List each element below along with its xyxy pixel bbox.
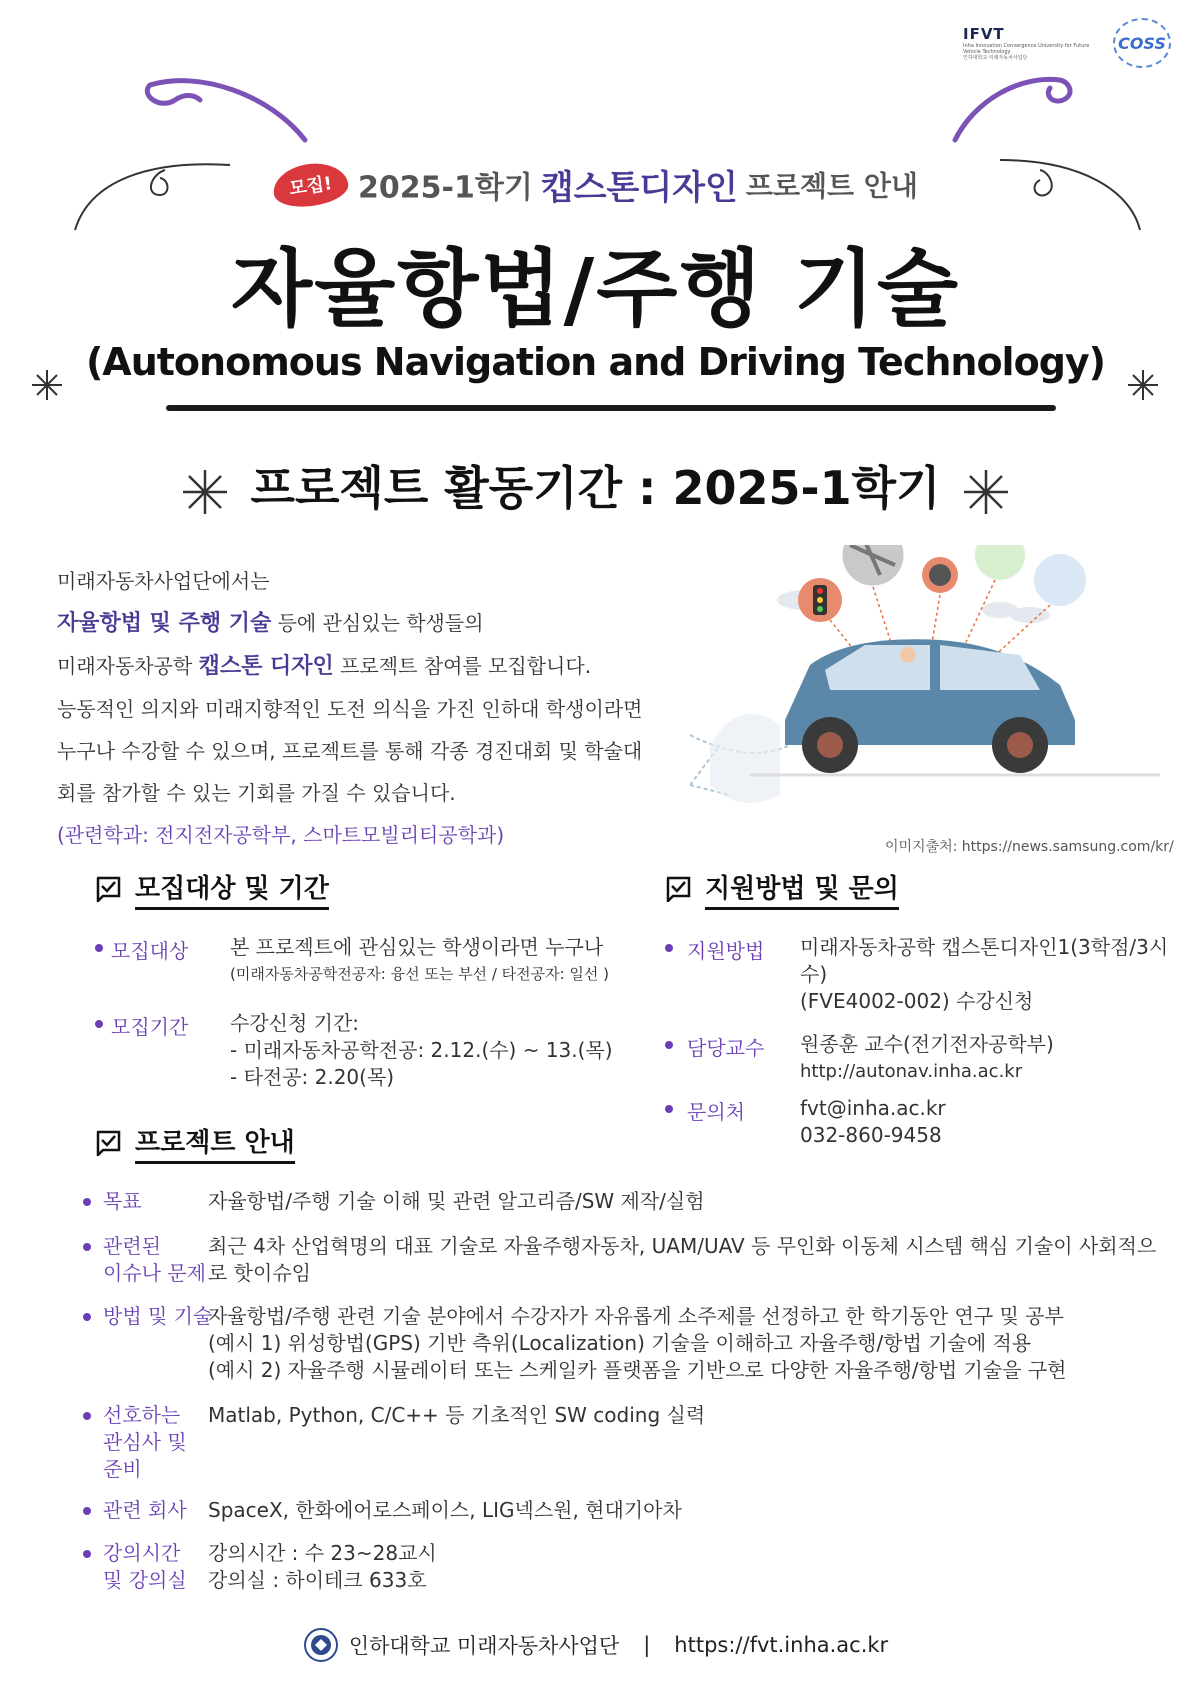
project-item — [95, 1402, 1156, 1483]
ifvt-logo — [963, 25, 1103, 61]
intro-text: 미래자동차공학 — [57, 654, 199, 678]
bullet — [665, 1105, 673, 1113]
bullet — [95, 1020, 103, 1028]
project-item-label: 방법 및 기술 — [103, 1304, 213, 1328]
project-item — [95, 1540, 1156, 1594]
footer — [0, 1627, 1191, 1663]
project-item-value — [208, 1402, 705, 1483]
intro-line — [57, 645, 697, 688]
recruit-target-value — [230, 934, 609, 988]
page-title-en: (Autonomous Navigation and Driving Technology) — [85, 340, 1106, 384]
bullet — [665, 944, 673, 952]
recruit-target-label: 모집대상 — [111, 939, 189, 963]
bullet — [83, 1507, 91, 1515]
project-section-header — [95, 1122, 1156, 1164]
page-title: 자율항법/주행 기술 — [230, 240, 961, 338]
header-logos — [963, 18, 1171, 68]
bullet — [83, 1198, 91, 1206]
bullet — [83, 1550, 91, 1558]
bullet — [83, 1243, 91, 1251]
semester-text: 2025-1학기 — [358, 170, 533, 206]
project-section-title: 프로젝트 안내 — [135, 1122, 295, 1164]
apply-section — [665, 868, 1191, 1149]
ifvt-logo-subtitle-ko: 인하대학교 미래자동차사업단 — [963, 55, 1028, 61]
activity-period-text: 프로젝트 활동기간 : 2025-1학기 — [250, 461, 941, 515]
project-item-label: 강의시간 및 강의실 — [103, 1541, 187, 1592]
intro-line: 누구나 수강할 수 있으며, 프로젝트를 통해 각종 경진대회 및 학술대 — [57, 739, 643, 763]
bullet — [83, 1412, 91, 1420]
apply-section-header — [665, 868, 1191, 910]
footer-org: 인하대학교 미래자동차사업단 — [348, 1634, 620, 1658]
ifvt-logo-subtitle: Inha Innovation Convergence University for Future Vehicle Technology — [963, 43, 1090, 55]
intro-line — [57, 602, 697, 645]
checkbox-icon — [665, 876, 691, 902]
intro-text: 프로젝트 참여를 모집합니다. — [333, 654, 592, 678]
recruit-section-header — [95, 868, 613, 910]
project-item-line: 강의실 : 하이테크 633호 — [208, 1568, 427, 1592]
project-item-label: 관련 회사 — [103, 1498, 187, 1522]
apply-prof-row — [665, 1031, 1191, 1085]
project-item-label: 관련된 이슈나 문제 — [103, 1234, 206, 1285]
apply-prof-url[interactable]: http://autonav.inha.ac.kr — [800, 1061, 1023, 1082]
apply-contact-email[interactable]: fvt@inha.ac.kr — [800, 1096, 946, 1120]
project-list — [95, 1188, 1156, 1594]
project-item-label: 선호하는 관심사 및 준비 — [103, 1403, 187, 1481]
project-item-line: 자율항법/주행 기술 이해 및 관련 알고리즘/SW 제작/실험 — [208, 1189, 705, 1213]
apply-prof-value — [800, 1031, 1054, 1085]
project-item — [95, 1233, 1156, 1287]
project-item-line: 로 핫이슈임 — [208, 1261, 311, 1285]
project-item-value — [208, 1303, 1066, 1384]
coss-logo: COSS — [1113, 18, 1171, 68]
inha-emblem-icon — [303, 1627, 339, 1663]
apply-method-row — [665, 934, 1191, 1015]
recruit-period-row — [95, 1010, 613, 1091]
recruit-section — [95, 868, 613, 1091]
autonomous-car-illustration — [690, 545, 1160, 845]
intro-line: 능동적인 의지와 미래지향적인 도전 의식을 가진 인하대 학생이라면 — [57, 697, 643, 721]
project-item-line: (예시 1) 위성항법(GPS) 기반 측위(Localization) 기술을 이해하고 자율주행/항법 기술에 적용 — [208, 1331, 1032, 1355]
project-item-value — [208, 1497, 682, 1524]
project-item — [95, 1303, 1156, 1384]
bullet — [83, 1313, 91, 1321]
guide-text: 프로젝트 안내 — [745, 169, 918, 203]
footer-url[interactable]: https://fvt.inha.ac.kr — [674, 1633, 889, 1657]
sparkle-icon — [181, 468, 229, 516]
project-item-line: 강의시간 : 수 23~28교시 — [208, 1541, 437, 1565]
intro-highlight: 캡스톤 디자인 — [198, 654, 334, 679]
recruit-period-other: - 타전공: 2.20(목) — [230, 1065, 395, 1089]
checkbox-icon — [95, 876, 121, 902]
intro-line: 회를 참가할 수 있는 기회를 가질 수 있습니다. — [57, 781, 456, 805]
project-item-line: 최근 4차 산업혁명의 대표 기술로 자율주행자동차, UAM/UAV 등 무인화 이동체 시스템 핵심 기술이 사회적으 — [208, 1234, 1157, 1258]
recruit-period-major: - 미래자동차공학전공: 2.12.(수) ~ 13.(목) — [230, 1038, 613, 1062]
project-item-line: 자율항법/주행 관련 기술 분야에서 수강자가 자유롭게 소주제를 선정하고 한 학기동안 연구 및 공부 — [208, 1304, 1064, 1328]
recruit-target-text: 본 프로젝트에 관심있는 학생이라면 누구나 — [230, 935, 604, 959]
bullet — [665, 1041, 673, 1049]
apply-method-text: 미래자동차공학 캡스톤디자인1(3학점/3시수) — [800, 935, 1169, 986]
intro-text: 등에 관심있는 학생들의 — [271, 611, 484, 635]
footer-separator: | — [643, 1633, 651, 1657]
capstone-text: 캡스톤디자인 — [540, 168, 738, 208]
project-item — [95, 1188, 1156, 1215]
project-item-label: 목표 — [103, 1189, 142, 1213]
apply-contact-phone: 032-860-9458 — [800, 1123, 942, 1147]
sparkle-icon — [962, 468, 1010, 516]
project-item — [95, 1497, 1156, 1524]
recruit-period-text: 수강신청 기간: — [230, 1011, 360, 1035]
checkbox-icon — [95, 1130, 121, 1156]
project-item-line: Matlab, Python, C/C++ 등 기초적인 SW coding 실력 — [208, 1403, 706, 1427]
related-departments: (관련학과: 전지전자공학부, 스마트모빌리티공학과) — [57, 823, 505, 847]
apply-method-label: 지원방법 — [687, 939, 765, 963]
ifvt-logo-text: IFVT — [963, 25, 1005, 43]
image-source: 이미지출처: https://news.samsung.com/kr/ — [885, 839, 1174, 855]
recruit-headline — [0, 160, 1191, 209]
recruit-target-note: (미래자동차공학전공자: 융선 또는 부선 / 타전공자: 일선 ) — [230, 965, 610, 983]
apply-prof-name: 원종훈 교수(전기전자공학부) — [800, 1032, 1054, 1056]
project-item-line: (예시 2) 자율주행 시뮬레이터 또는 스케일카 플랫폼을 기반으로 다양한 자율주행/항법 기술을 구현 — [208, 1358, 1067, 1382]
project-item-value — [208, 1233, 1156, 1287]
project-item-line: SpaceX, 한화에어로스페이스, LIG넥스원, 현대기아차 — [208, 1498, 682, 1522]
apply-contact-label: 문의처 — [687, 1100, 745, 1124]
recruit-section-title: 모집대상 및 기간 — [135, 868, 329, 910]
intro-highlight: 자율항법 및 주행 기술 — [57, 611, 272, 636]
apply-prof-label: 담당교수 — [687, 1036, 765, 1060]
project-item-value — [208, 1540, 437, 1594]
intro-paragraph — [57, 560, 697, 856]
apply-section-title: 지원방법 및 문의 — [705, 868, 899, 910]
recruit-period-value — [230, 1010, 613, 1091]
recruit-badge: 모집! — [270, 158, 350, 210]
recruit-target-row — [95, 934, 613, 988]
title-divider — [166, 405, 1056, 411]
apply-method-value — [800, 934, 1191, 1015]
recruit-period-label: 모집기간 — [111, 1015, 189, 1039]
apply-method-code: (FVE4002-002) 수강신청 — [800, 989, 1034, 1013]
project-item-value — [208, 1188, 705, 1215]
activity-period — [0, 452, 1191, 518]
project-section — [95, 1122, 1156, 1594]
intro-line: 미래자동차사업단에서는 — [57, 569, 270, 593]
bullet — [95, 944, 103, 952]
